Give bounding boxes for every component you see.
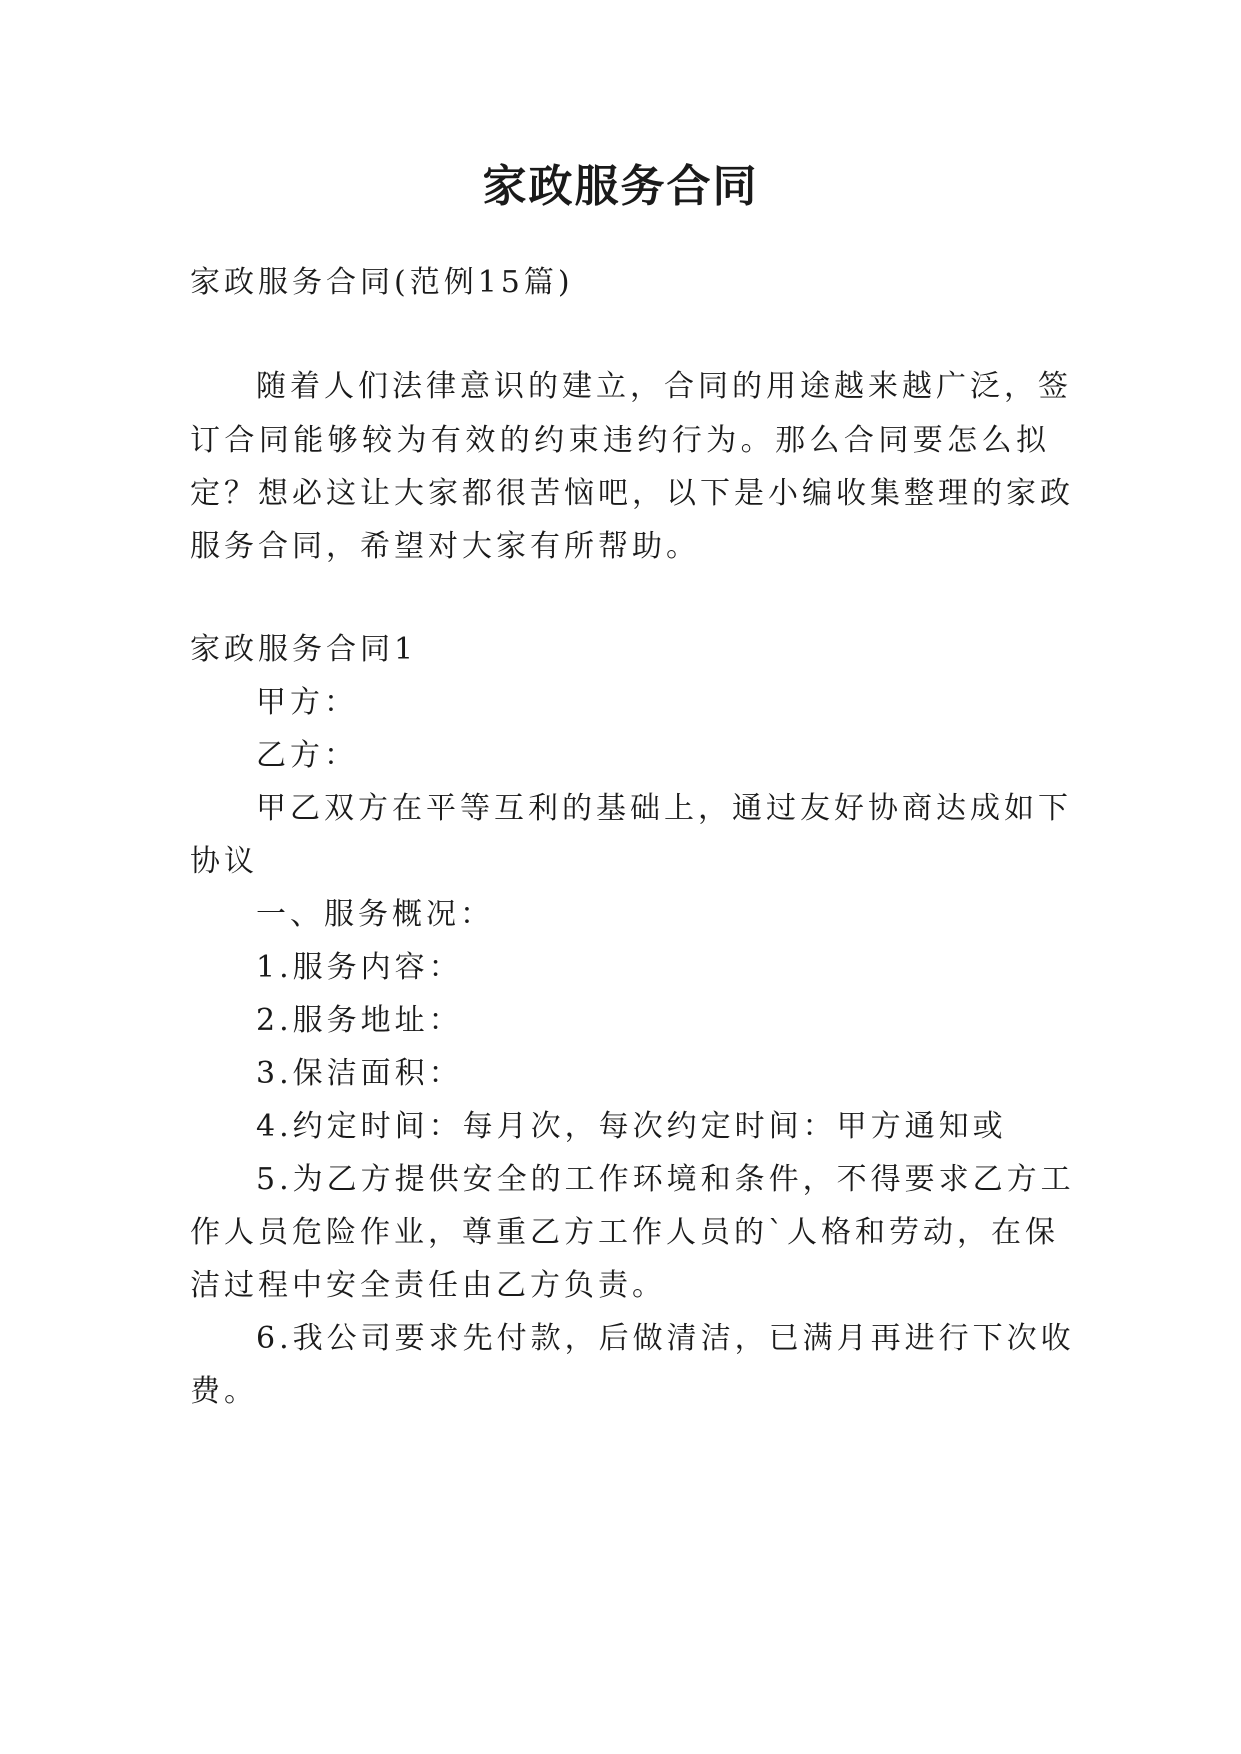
- intro-line-1: 随着人们法律意识的建立，合同的用途越来越广泛，签: [256, 369, 1072, 404]
- item-5-line-1: 5.为乙方提供安全的工作环境和条件，不得要求乙方工: [256, 1162, 1075, 1197]
- item-6-line-2: 费。: [190, 1374, 258, 1409]
- agreement-line-2: 协议: [190, 844, 258, 879]
- item-6-line-1: 6.我公司要求先付款，后做清洁，已满月再进行下次收: [256, 1321, 1075, 1356]
- document-subtitle: 家政服务合同(范例15篇): [190, 265, 574, 300]
- item-4: 4.约定时间：每月次，每次约定时间：甲方通知或: [256, 1109, 1007, 1144]
- item-5-line-3: 洁过程中安全责任由乙方负责。: [190, 1268, 666, 1303]
- item-5-line-2: 作人员危险作业，尊重乙方工作人员的`人格和劳动，在保: [190, 1215, 1059, 1250]
- intro-line-4: 服务合同，希望对大家有所帮助。: [190, 529, 700, 564]
- item-1: 1.服务内容：: [256, 950, 463, 985]
- agreement-line-1: 甲乙双方在平等互利的基础上，通过友好协商达成如下: [256, 791, 1072, 826]
- party-b-label: 乙方：: [256, 738, 358, 773]
- item-2: 2.服务地址：: [256, 1003, 463, 1038]
- part-one-heading: 一、服务概况：: [256, 897, 494, 932]
- document-title: 家政服务合同: [482, 161, 759, 212]
- party-a-label: 甲方：: [256, 685, 358, 720]
- intro-line-3: 定？想必这让大家都很苦恼吧，以下是小编收集整理的家政: [190, 476, 1074, 511]
- intro-line-2: 订合同能够较为有效的约束违约行为。那么合同要怎么拟: [190, 423, 1050, 458]
- section-heading: 家政服务合同1: [190, 632, 418, 667]
- item-3: 3.保洁面积：: [256, 1056, 463, 1091]
